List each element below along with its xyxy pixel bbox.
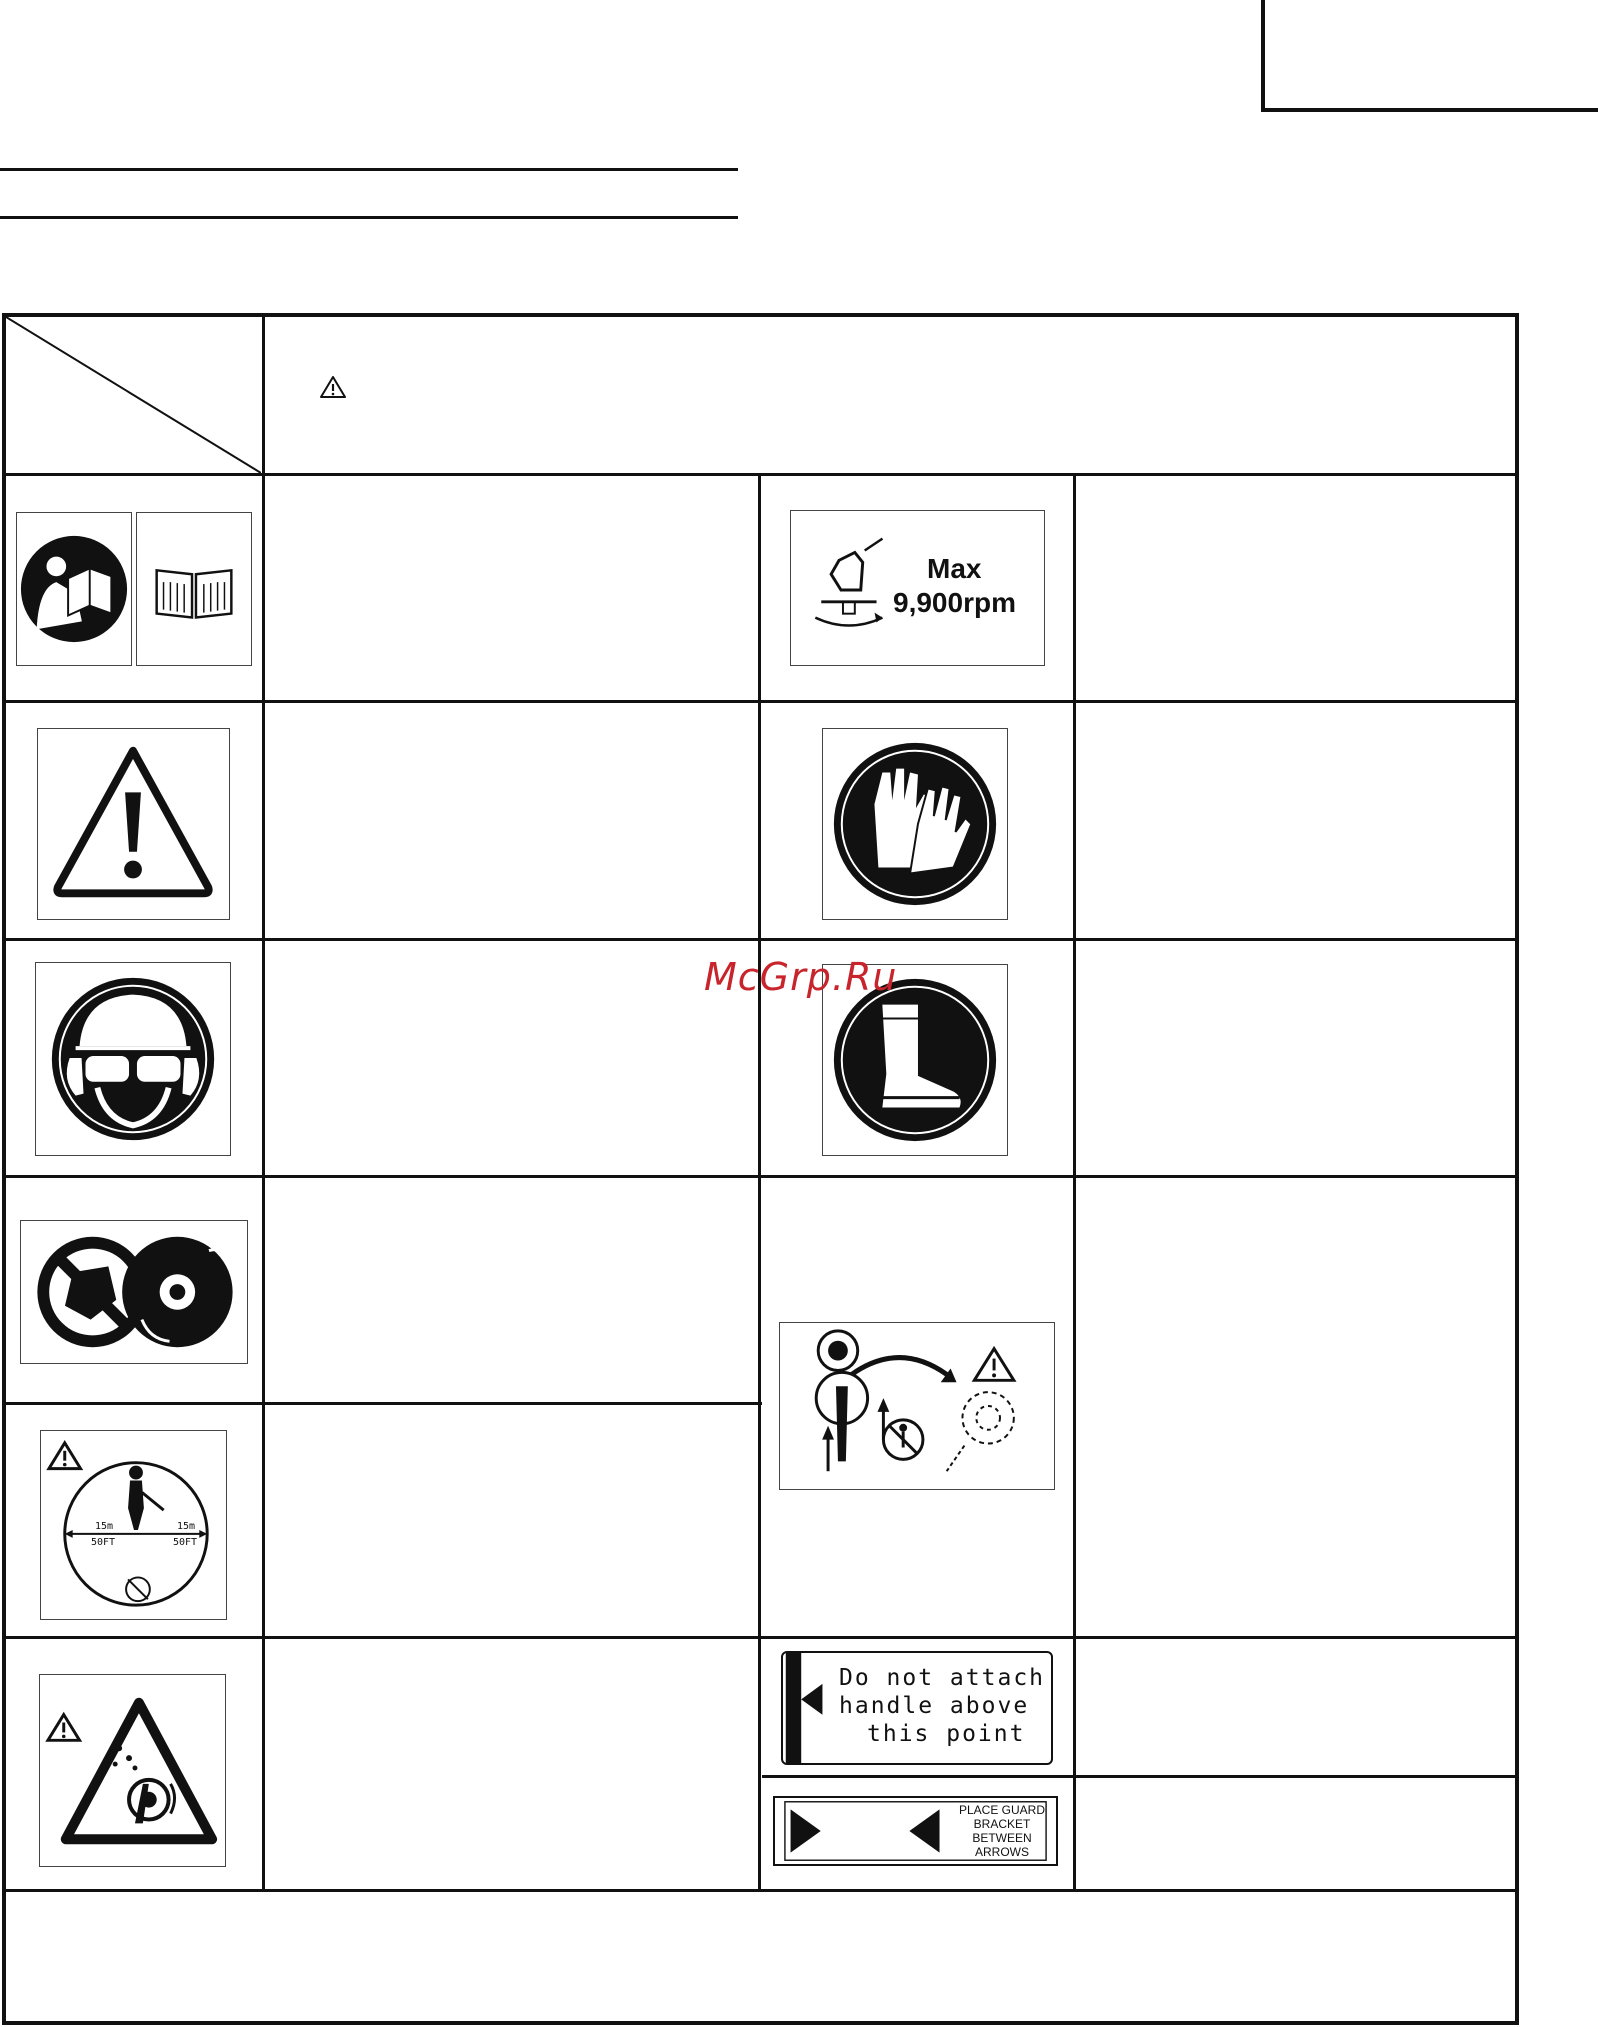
thrown-object-icon [39,1674,226,1867]
guard-label-line4: ARROWS [975,1845,1029,1859]
rule-row1 [6,700,1519,703]
distance-left-m: 15m [95,1521,114,1532]
rule-header [6,473,1519,476]
header-warning-icon [320,375,346,399]
distance-right-m: 15m [177,1521,196,1532]
guard-label-line3: BETWEEN [972,1831,1032,1845]
warning-triangle-icon [37,728,230,920]
header-diagonal-icon [6,317,261,473]
kickback-bystander-icon [779,1322,1055,1490]
max-rpm-line1: Max [927,553,982,584]
rule-row4a [6,1402,762,1405]
guard-bracket-arrows-icon [773,1796,1058,1866]
distance-right-ft: 50FT [173,1537,198,1548]
handle-arrow-icon [781,1651,1053,1765]
page-number-box [1261,0,1598,112]
max-rpm-icon [790,510,1045,666]
rule-row2 [6,938,1519,941]
handle-label-line3: this point [867,1721,1026,1747]
max-rpm-line2: 9,900rpm [893,587,1016,618]
distance-warning-icon [40,1430,227,1620]
manual-book-icon [136,512,252,666]
col-rule-3 [1073,473,1076,1890]
head-eye-ear-protection-icon [35,962,231,1156]
handle-label-line1: Do not attach [839,1665,1046,1691]
rule-row6a [762,1775,1519,1778]
col-rule-1 [262,317,265,1890]
handle-label-line2: handle above [839,1693,1030,1719]
watermark: McGrp.Ru [704,955,898,999]
rule-row7 [6,1889,1519,1892]
blade-type-icon [20,1220,248,1364]
guard-label-line1: PLACE GUARD [958,1803,1046,1817]
distance-left-ft: 50FT [91,1537,116,1548]
rule-row3 [6,1175,1519,1178]
col-rule-2 [758,473,761,1890]
read-manual-icon [16,512,132,666]
guard-label-line2: BRACKET [973,1817,1031,1831]
rule-row5 [6,1636,1519,1639]
title-rule-top [0,168,738,171]
title-rule-bottom [0,216,738,219]
gloves-icon [822,728,1008,920]
symbols-table [2,313,1519,2025]
